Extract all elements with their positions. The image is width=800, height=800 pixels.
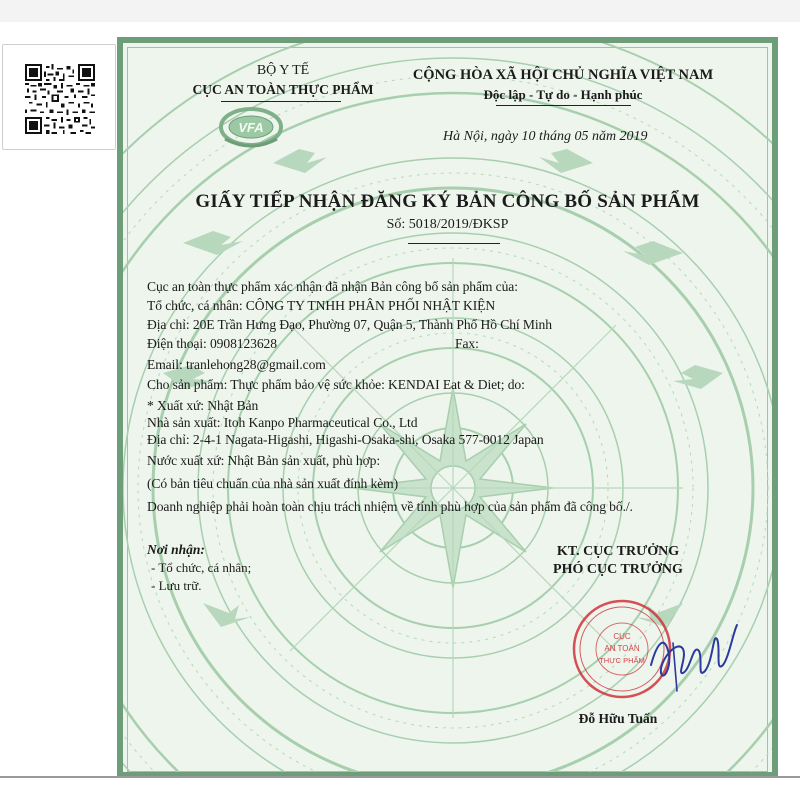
- signatory-title: KT. CỤC TRƯỞNG: [556, 544, 680, 559]
- title-underline: [408, 243, 500, 244]
- ministry-name: BỘ Y TẾ: [256, 63, 310, 78]
- signatory-position: PHÓ CỤC TRƯỞNG: [553, 562, 683, 577]
- stamp-text: CỤC: [613, 632, 631, 641]
- handwritten-signature: [643, 603, 743, 703]
- national-motto: Độc lập - Tự do - Hạnh phúc: [483, 87, 643, 102]
- department-underline: [221, 101, 341, 102]
- fax-line: Fax:: [455, 336, 479, 351]
- stamp-text: AN TOÀN: [604, 644, 640, 653]
- department-name: CỤC AN TOÀN THỰC PHẨM: [192, 82, 374, 97]
- motto-underline: [496, 105, 631, 106]
- country-name: CỘNG HÒA XÃ HỘI CHỦ NGHĨA VIỆT NAM: [412, 67, 714, 83]
- page-bottom-band: [0, 778, 800, 800]
- stamp-text: THỰC PHẨM: [599, 656, 645, 665]
- vfa-logo-text: VFA: [238, 120, 264, 135]
- certificate-document: [117, 37, 778, 778]
- manufacturer-line: Nhà sản xuất: Itoh Kanpo Pharmaceutical Co., Ltd: [147, 415, 418, 430]
- organization-line: Tổ chức, cá nhân: CÔNG TY TNHH PHÂN PHỐI NHẬT KIỆN: [147, 298, 496, 313]
- vfa-logo: [211, 105, 291, 153]
- recipients-heading: Nơi nhận:: [147, 542, 205, 557]
- document-title: GIẤY TIẾP NHẬN ĐĂNG KÝ BẢN CÔNG BỐ SẢN PHẨM: [195, 191, 700, 212]
- responsibility-line: Doanh nghiệp phải hoàn toàn chịu trách nhiệm về tính phù hợp của sản phẩm đã công bố./.: [147, 499, 633, 514]
- document-number: Số: 5018/2019/ĐKSP: [386, 217, 509, 232]
- intro-line: Cục an toàn thực phẩm xác nhận đã nhận Bản công bố sản phẩm của:: [147, 279, 518, 294]
- origin-line: * Xuất xứ: Nhật Bản: [147, 398, 259, 413]
- standard-line: (Có bản tiêu chuẩn của nhà sản xuất đính kèm): [147, 476, 399, 491]
- signatory-name: Đỗ Hữu Tuấn: [578, 711, 658, 726]
- place-date: Hà Nội, ngày 10 tháng 05 năm 2019: [443, 129, 648, 144]
- manufacturer-address-line: Địa chỉ: 2-4-1 Nagata-Higashi, Higashi-Osaka-shi, Osaka 577-0012 Japan: [147, 432, 544, 447]
- phone-line: Điện thoại: 0908123628: [147, 336, 277, 351]
- qr-code-panel[interactable]: [2, 44, 116, 150]
- product-line: Cho sản phẩm: Thực phẩm bảo vệ sức khỏe: KENDAI Eat & Diet; do:: [147, 377, 525, 392]
- email-line: Email: tranlehong28@gmail.com: [147, 357, 326, 372]
- address-line: Địa chỉ: 20E Trần Hưng Đạo, Phường 07, Quận 5, Thành Phố Hồ Chí Minh: [147, 317, 552, 332]
- export-country-line: Nước xuất xứ: Nhật Bản sản xuất, phù hợp:: [147, 453, 381, 468]
- recipient-item: - Lưu trữ.: [151, 578, 202, 593]
- page-top-band: [0, 0, 800, 22]
- recipient-item: - Tổ chức, cá nhân;: [151, 560, 252, 575]
- qr-code-icon: [23, 64, 97, 134]
